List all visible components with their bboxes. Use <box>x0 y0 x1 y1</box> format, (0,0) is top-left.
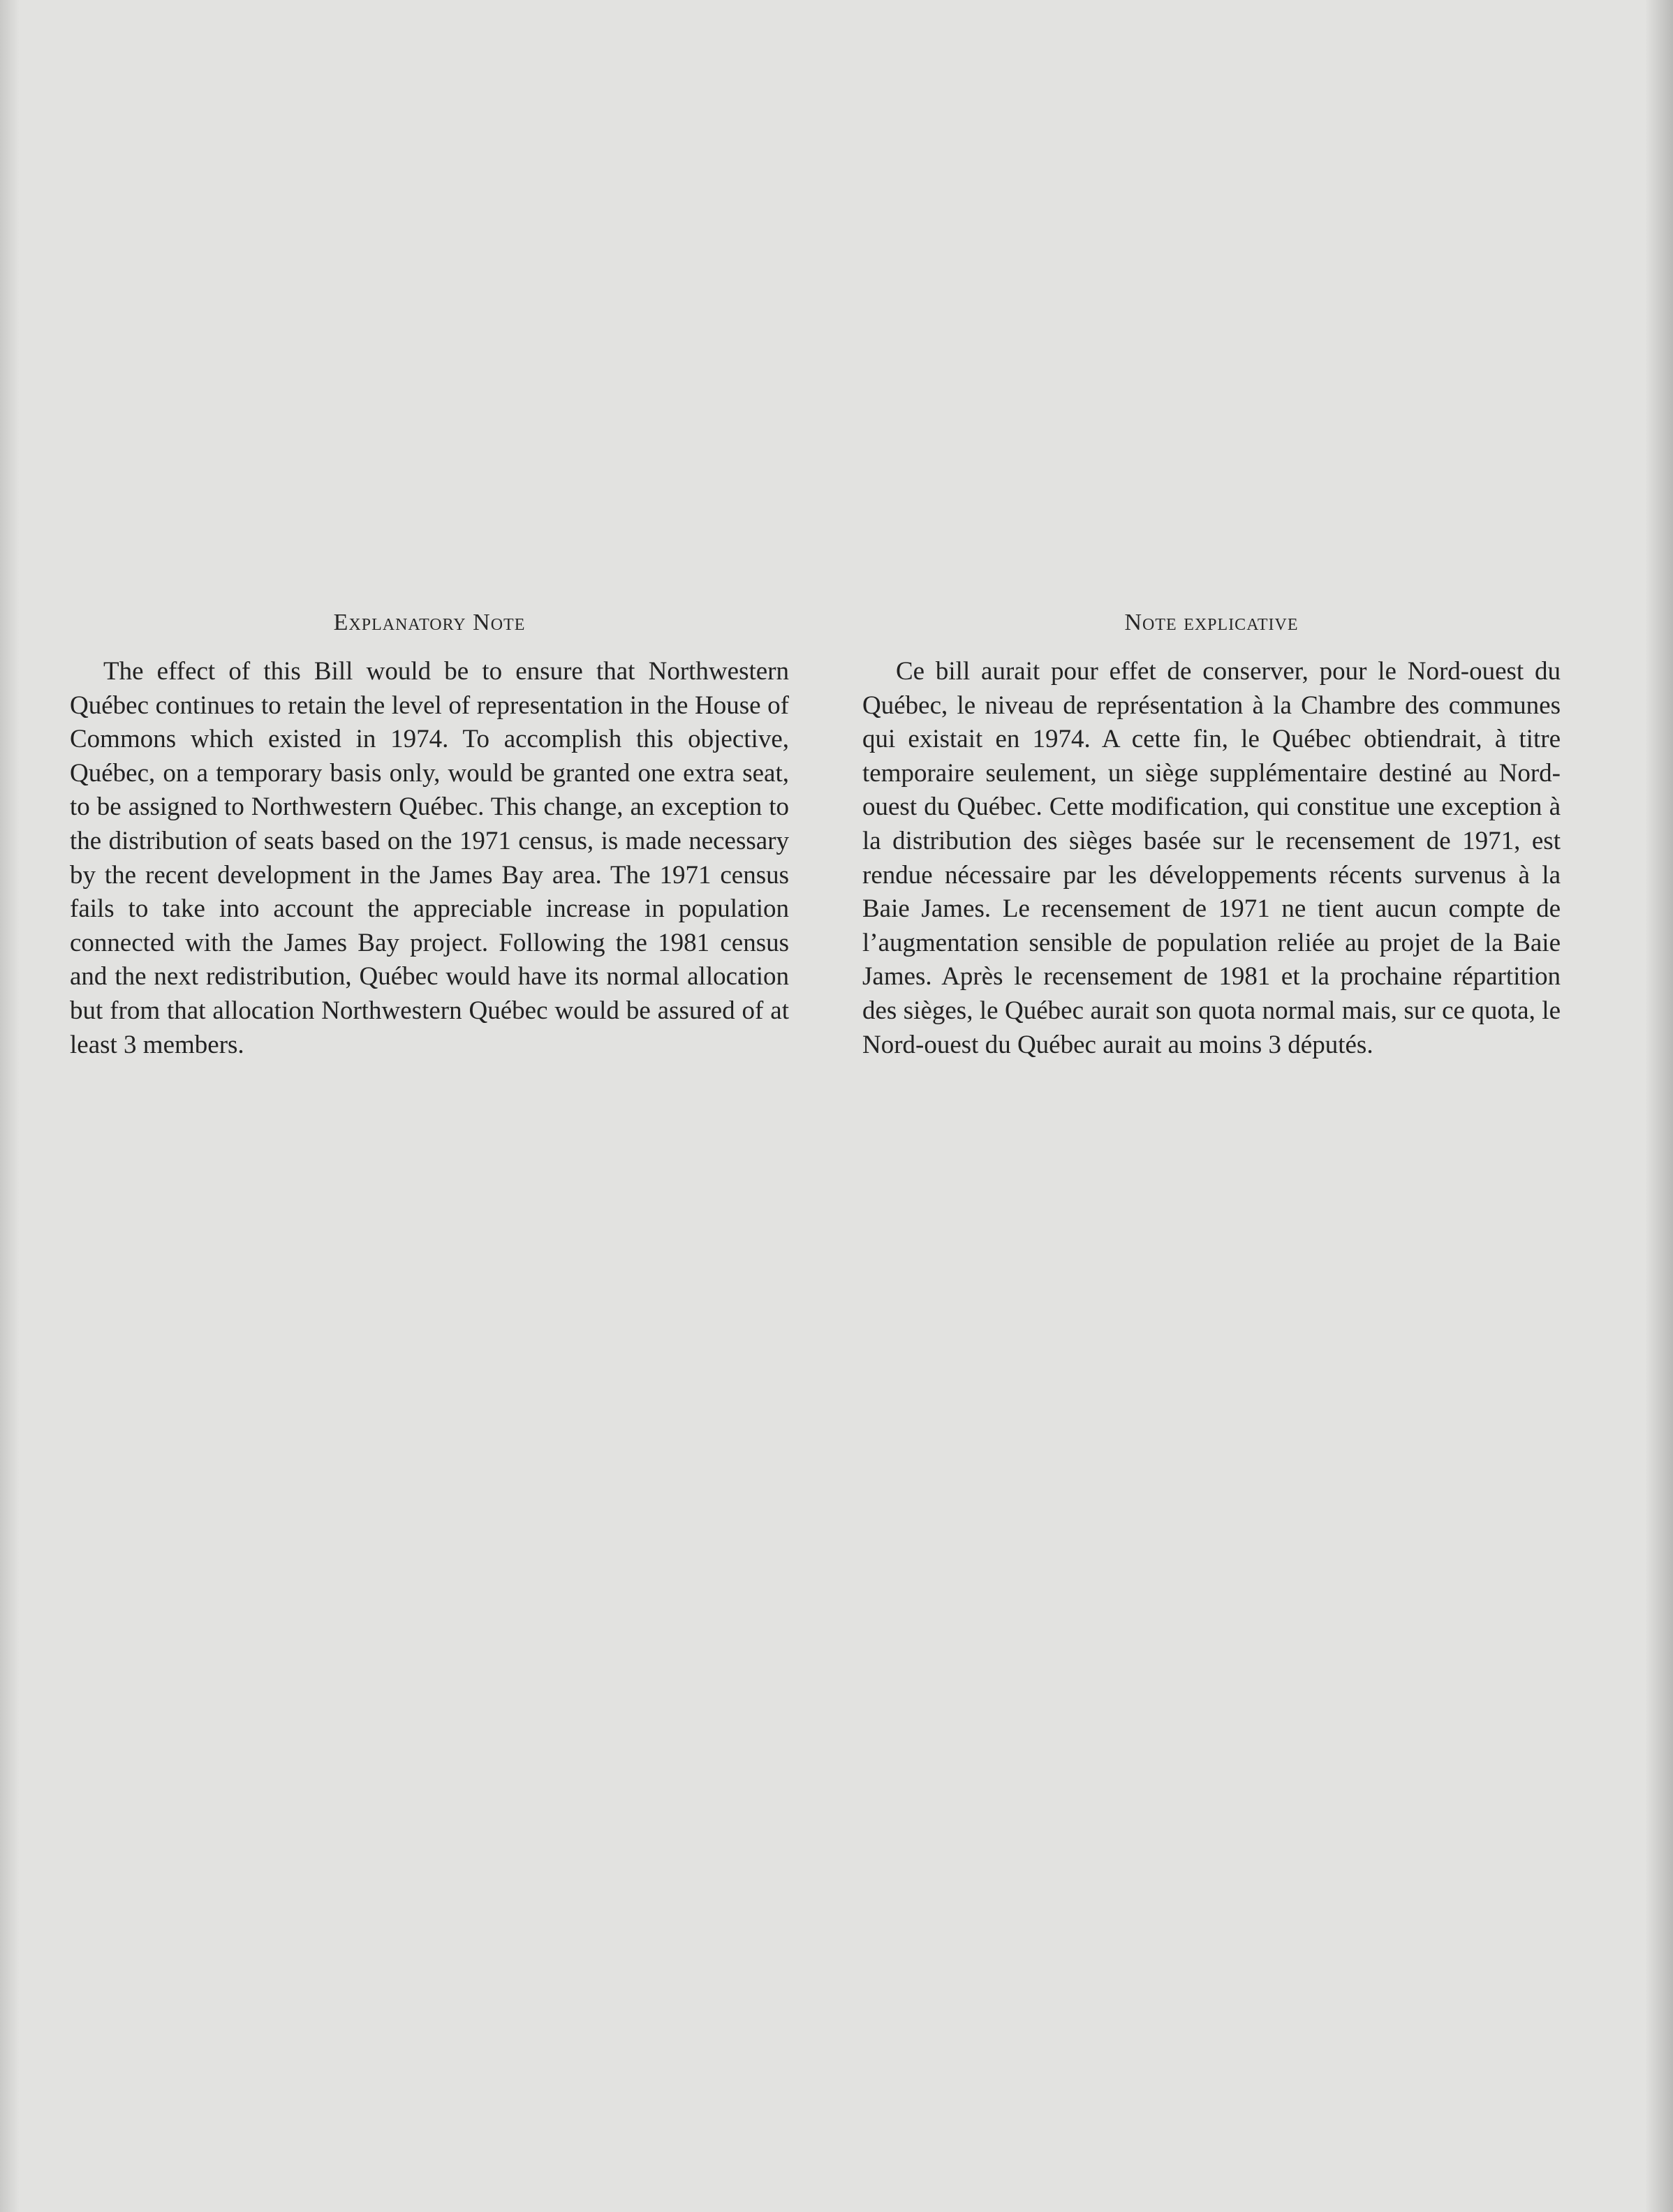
page-edge-shadow-left <box>0 0 20 2212</box>
english-heading: Explanatory Note <box>333 610 526 635</box>
french-explanatory-text: Ce bill aurait pour effet de conserver, pour le Nord-ouest du Québec, le niveau de représentation à la Chambre des communes qui existait en 1974. A cette fin, le Québec obtiendrait, à titre temporaire seulement, un siège supplémentaire destiné au Nord-ouest du Québec. Cette modification, qui constitue une exception à la distribution des sièges basée sur le recensement de 1971, est rendue nécessaire par les développements récents survenus à la Baie James. Le recensement de 1971 ne tient aucun compte de l’augmentation sensible de population reliée au projet de la Baie James. Après le recensement de 1981 et la prochaine répartition des sièges, le Québec aurait son quota normal mais, sur ce quota, le Nord-ouest du Québec aurait au moins 3 députés. <box>862 657 1561 1059</box>
french-column <box>862 606 1561 1062</box>
page-edge-shadow-right <box>1645 0 1673 2212</box>
english-column <box>70 606 789 1062</box>
english-explanatory-text: The effect of this Bill would be to ensure that Northwestern Québec continues to retain the level of representation in the House of Commons which existed in 1974. To accomplish this objective, Québec, on a temporary basis only, would be granted one extra seat, to be assigned to Northwestern Québec. This change, an exception to the distribution of seats based on the 1971 census, is made necessary by the recent development in the James Bay area. The 1971 census fails to take into account the appreciable increase in population connected with the James Bay project. Following the 1981 census and the next redistribution, Québec would have its normal allocation but from that allocation Northwestern Québec would be assured of at least 3 members. <box>70 657 789 1059</box>
french-heading: Note explicative <box>1124 610 1299 635</box>
